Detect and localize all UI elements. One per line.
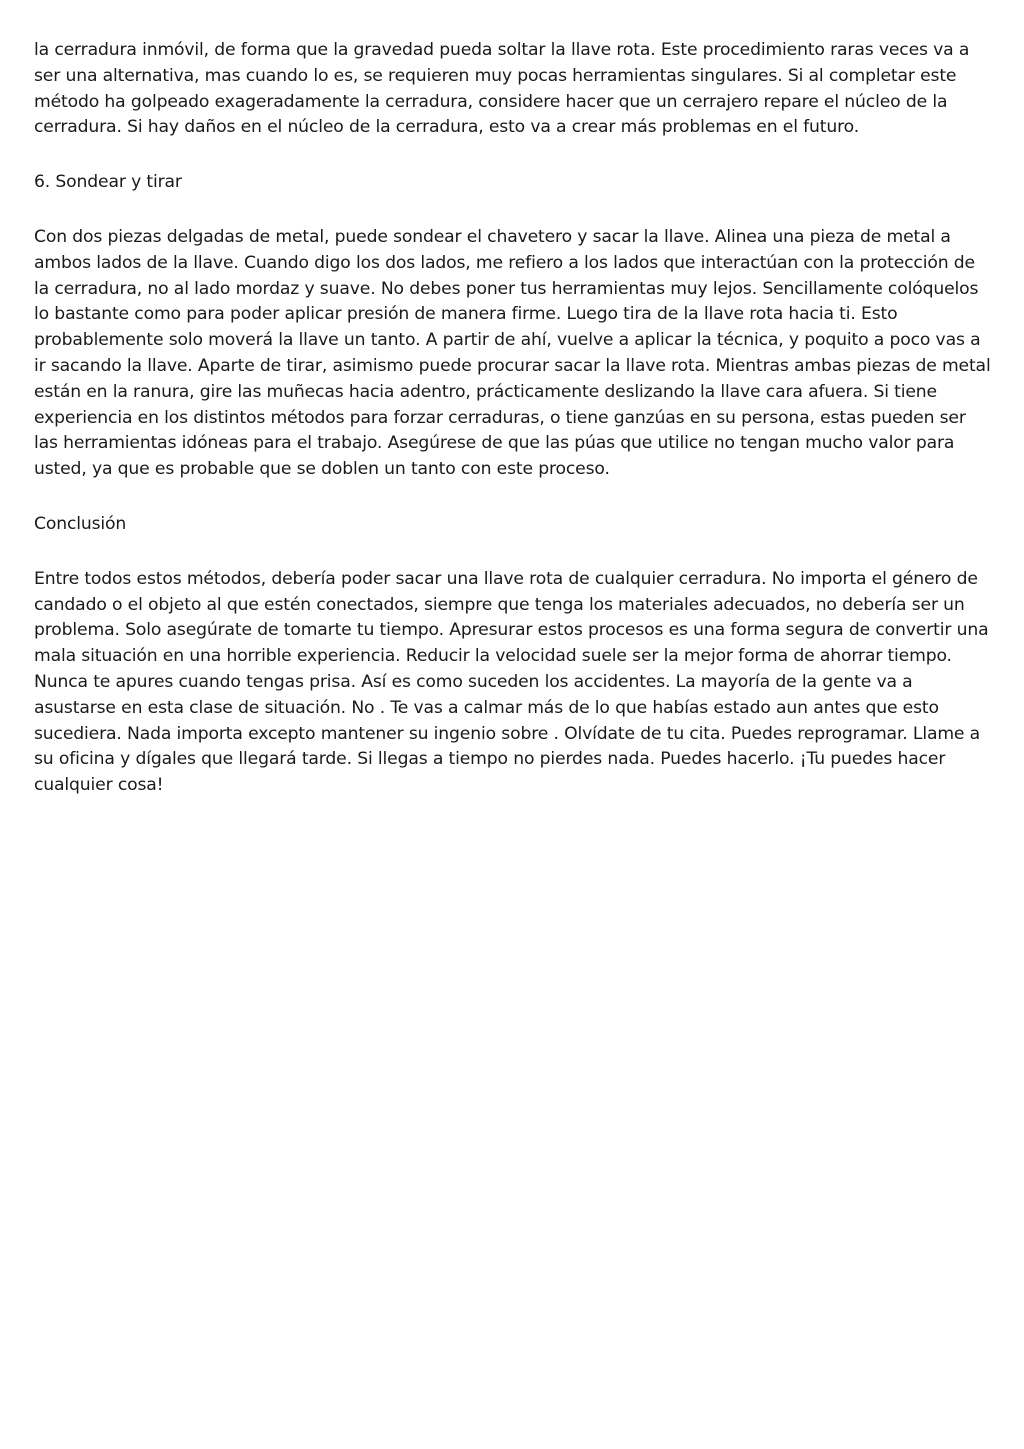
paragraph-cerradura-inmovil: la cerradura inmóvil, de forma que la gravedad pueda soltar la llave rota. Este procedimiento raras veces va a ser una alternativa, mas cuando lo es, se requieren muy pocas herramientas singulares. Si al completar este método ha golpeado exageradamente la cerradura, considere hacer que un cerrajero repare el núcleo de la cerradura. Si hay daños en el núcleo de la cerradura, esto va a crear más problemas en el futuro. — [34, 40, 970, 138]
paragraph-conclusion: Entre todos estos métodos, debería poder sacar una llave rota de cualquier cerradura. No importa el género de candado o el objeto al que estén conectados, siempre que tenga los materiales adecuados, no debería ser un problema. Solo asegúrate de tomarte tu tiempo. Apresurar estos procesos es una forma segura de convertir una mala situación en una horrible experiencia. Reducir la velocidad suele ser la mejor forma de ahorrar tiempo. Nunca te apures cuando tengas prisa. Así es como suceden los accidentes. La mayoría de la gente va a asustarse en esta clase de situación. No . Te vas a calmar más de lo que habías estado aun antes que esto sucediera. Nada importa excepto mantener su ingenio sobre . Olvídate de tu cita. Puedes reprogramar. Llame a su oficina y dígales que llegará tarde. Si llegas a tiempo no pierdes nada. Puedes hacerlo. ¡Tu puedes hacer cualquier cosa! — [34, 568, 989, 796]
section-heading-sondear-y-tirar: 6. Sondear y tirar — [34, 172, 182, 193]
section-heading-conclusion: Conclusión — [34, 513, 127, 534]
document-page — [34, 38, 994, 828]
paragraph-sondear-y-tirar: Con dos piezas delgadas de metal, puede sondear el chavetero y sacar la llave. Alinea una pieza de metal a ambos lados de la llave. Cuando digo los dos lados, me refiero a los lados que interactúan con la protección de la cerradura, no al lado mordaz y suave. No debes poner tus herramientas muy lejos. Sencillamente colóquelos lo bastante como para poder aplicar presión de manera firme. Luego tira de la llave rota hacia ti. Esto probablemente solo moverá la llave un tanto. A partir de ahí, vuelve a aplicar la técnica, y poquito a poco vas a ir sacando la llave. Aparte de tirar, asimismo puede procurar sacar la llave rota. Mientras ambas piezas de metal están en la ranura, gire las muñecas hacia adentro, prácticamente deslizando la llave cara afuera. Si tiene experiencia en los distintos métodos para forzar cerraduras, o tiene ganzúas en su persona, estas pueden ser las herramientas idóneas para el trabajo. Asegúrese de que las púas que utilice no tengan mucho valor para usted, ya que es probable que se doblen un tanto con este proceso. — [34, 226, 991, 480]
